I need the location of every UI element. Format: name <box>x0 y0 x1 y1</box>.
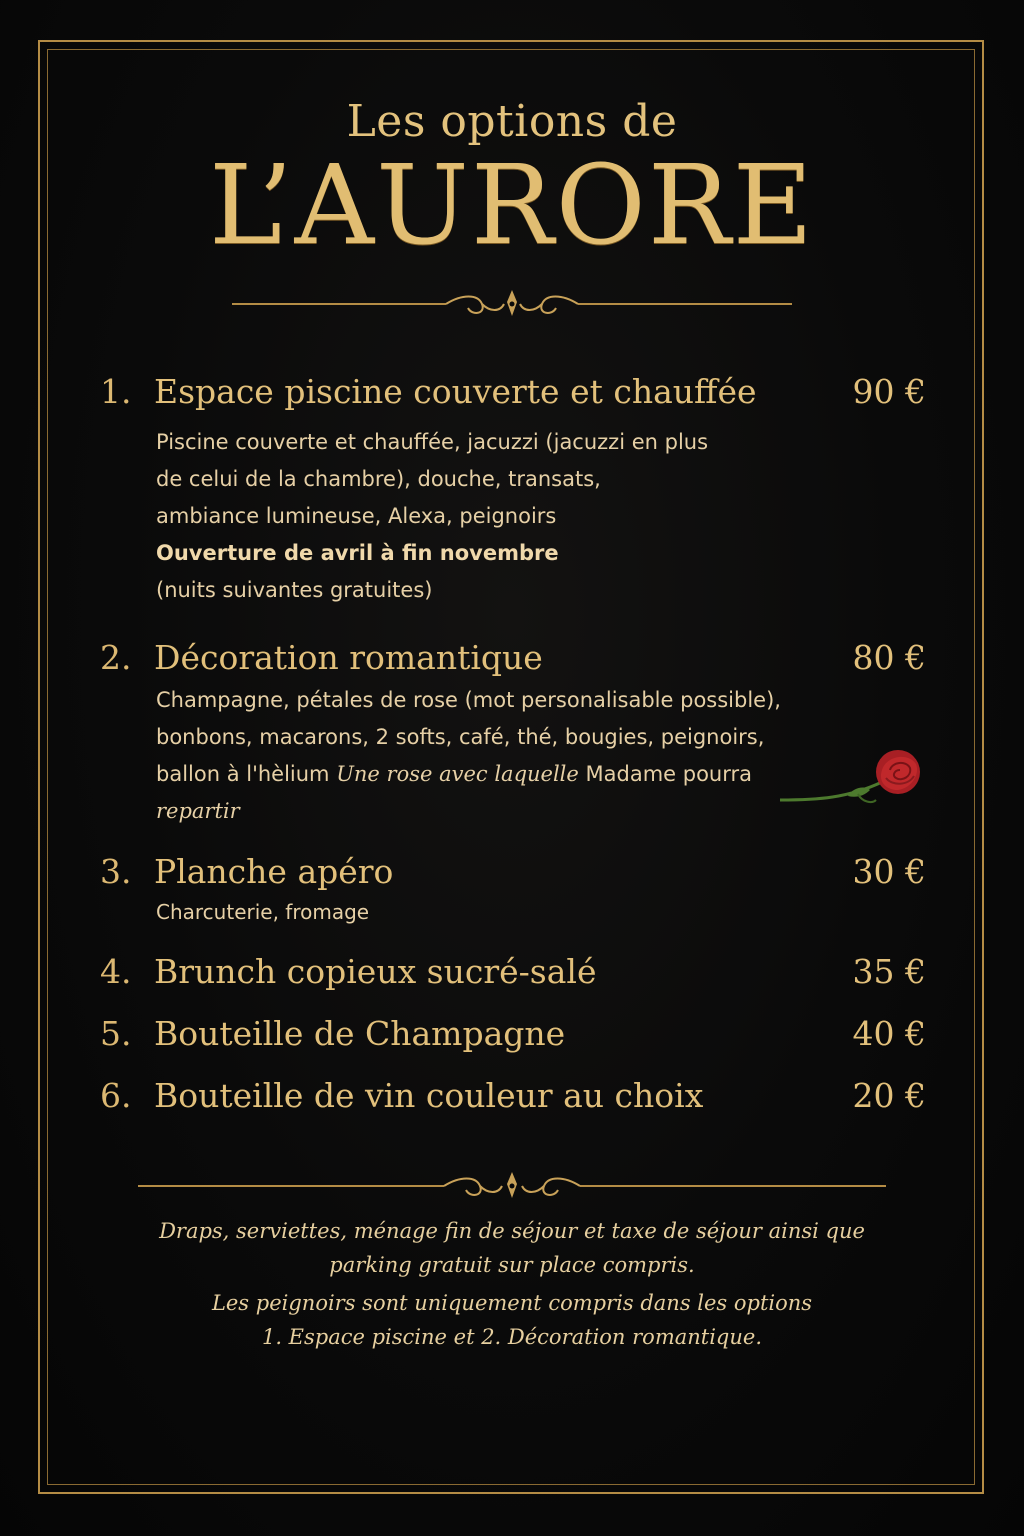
item-price: 80 € <box>852 638 926 677</box>
desc-line: Piscine couverte et chauffée, jacuzzi (jacuzzi en plus <box>156 430 709 454</box>
footer-line: 1. Espace piscine et 2. Décoration romantique. <box>261 1325 763 1349</box>
item-description <box>156 682 876 830</box>
item-price: 30 € <box>852 852 926 891</box>
menu-item-4 <box>100 952 930 996</box>
item-name: Bouteille de Champagne <box>154 1014 566 1053</box>
item-price: 20 € <box>852 1076 926 1115</box>
item-description <box>156 896 856 928</box>
item-price: 90 € <box>852 372 926 411</box>
ornament-divider-icon <box>0 286 1024 322</box>
desc-note: (nuits suivantes gratuites) <box>156 578 433 602</box>
item-number: 6. <box>100 1076 132 1115</box>
desc-text: Madame pourra <box>578 762 753 786</box>
footer-line: parking gratuit sur place compris. <box>329 1253 695 1277</box>
item-name: Décoration romantique <box>154 638 543 677</box>
menu-subtitle: Les options de <box>346 96 678 147</box>
item-price: 35 € <box>852 952 926 991</box>
footer-notes <box>100 1214 924 1354</box>
menu-item-1 <box>100 372 930 609</box>
item-number: 3. <box>100 852 132 891</box>
item-name: Brunch copieux sucré-salé <box>154 952 597 991</box>
item-name: Espace piscine couverte et chauffée <box>154 372 757 411</box>
desc-line: ambiance lumineuse, Alexa, peignoirs <box>156 504 557 528</box>
opening-period: Ouverture de avril à fin novembre <box>156 541 559 565</box>
ornament-divider-icon <box>0 1168 1024 1204</box>
item-number: 1. <box>100 372 132 411</box>
menu-item-3 <box>100 852 930 928</box>
menu-item-6 <box>100 1076 930 1120</box>
desc-line: de celui de la chambre), douche, transats, <box>156 467 601 491</box>
item-description <box>156 424 856 609</box>
item-number: 4. <box>100 952 132 991</box>
desc-line: bonbons, macarons, 2 softs, café, thé, bougies, peignoirs, <box>156 725 765 749</box>
desc-line: Champagne, pétales de rose (mot personalisable possible), <box>156 688 781 712</box>
menu-item-5 <box>100 1014 930 1058</box>
desc-line: Charcuterie, fromage <box>156 900 370 924</box>
rose-icon <box>778 748 928 816</box>
item-name: Bouteille de vin couleur au choix <box>154 1076 704 1115</box>
desc-line <box>156 756 876 793</box>
item-number: 2. <box>100 638 132 677</box>
desc-text: ballon à l'hèlium <box>156 762 337 786</box>
desc-italic: repartir <box>156 799 240 823</box>
footer-line: Draps, serviettes, ménage fin de séjour et taxe de séjour ainsi que <box>159 1219 865 1243</box>
item-price: 40 € <box>852 1014 926 1053</box>
desc-italic: Une rose avec laquelle <box>336 762 579 786</box>
item-name: Planche apéro <box>154 852 394 891</box>
item-number: 5. <box>100 1014 132 1053</box>
menu-title: L’AURORE <box>209 141 815 269</box>
footer-line: Les peignoirs sont uniquement compris dans les options <box>211 1291 813 1315</box>
